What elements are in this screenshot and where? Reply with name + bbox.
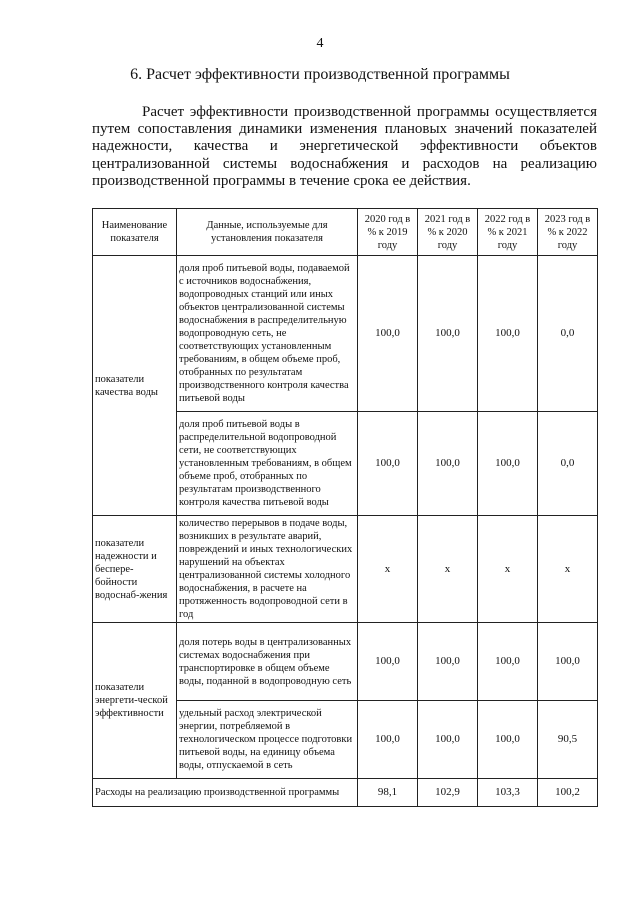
- header-2021: 2021 год в % к 2020 году: [418, 209, 478, 256]
- page-number: 4: [316, 36, 324, 51]
- header-2023: 2023 год в % к 2022 году: [538, 209, 598, 256]
- group-energy: показатели энергети-ческой эффективности: [93, 623, 177, 779]
- row-value: 100,0: [538, 623, 598, 701]
- expenses-label: Расходы на реализацию производственной программы: [93, 779, 358, 807]
- efficiency-table: [92, 208, 598, 807]
- row-data: доля проб питьевой воды в распределительной водопроводной сети, не соответствующих установленным требованиям, в общем объеме проб, отобранных по результатам производственного контроля качества питьевой воды: [177, 412, 358, 516]
- row-data: доля потерь воды в централизованных системах водоснабжения при транспортировке в общем объеме воды, поданной в водопроводную сеть: [177, 623, 358, 701]
- expenses-value: 98,1: [358, 779, 418, 807]
- row-data: доля проб питьевой воды, подаваемой с источников водоснабжения, водопроводных станций или иных объектов централизованной системы водоснабжения в распределительную водопроводную сеть, не соответствующих установленным требованиям, в общем объеме проб, отобранных по результатам производственного контроля качества питьевой воды: [177, 256, 358, 412]
- row-value: x: [538, 516, 598, 623]
- row-value: 100,0: [478, 412, 538, 516]
- header-2020: 2020 год в % к 2019 году: [358, 209, 418, 256]
- row-value: 0,0: [538, 256, 598, 412]
- row-data: количество перерывов в подаче воды, возникших в результате аварий, повреждений и иных технологических нарушений на объектах централизованной системы холодного водоснабжения, в расчете на протяженность водопроводной сети в год: [177, 516, 358, 623]
- row-value: 100,0: [358, 412, 418, 516]
- expenses-value: 100,2: [538, 779, 598, 807]
- table-row: [93, 516, 598, 623]
- expenses-value: 103,3: [478, 779, 538, 807]
- intro-paragraph: Расчет эффективности производственной программы осуществляется путем сопоставления динамики изменения плановых значений показателей надежности, качества и энергетической эффективности объектов централизованной системы водоснабжения и расходов на реализацию производственной программы в течение срока ее действия.: [92, 104, 597, 189]
- row-value: 100,0: [358, 701, 418, 779]
- row-value: 0,0: [538, 412, 598, 516]
- table-header-row: [93, 209, 598, 256]
- row-value: 100,0: [358, 256, 418, 412]
- expenses-value: 102,9: [418, 779, 478, 807]
- row-value: x: [358, 516, 418, 623]
- row-value: 100,0: [478, 256, 538, 412]
- row-value: 100,0: [418, 412, 478, 516]
- row-value: x: [478, 516, 538, 623]
- row-data: удельный расход электрической энергии, потребляемой в технологическом процессе подготовки питьевой воды, на единицу объема воды, отпускаемой в сеть: [177, 701, 358, 779]
- header-2022: 2022 год в % к 2021 году: [478, 209, 538, 256]
- row-value: 100,0: [478, 701, 538, 779]
- header-indicator: Наименование показателя: [93, 209, 177, 256]
- row-value: 100,0: [418, 623, 478, 701]
- section-heading: 6. Расчет эффективности производственной программы: [130, 66, 510, 83]
- row-value: 100,0: [418, 256, 478, 412]
- group-reliability: показатели надежности и беспере-бойности водоснаб-жения: [93, 516, 177, 623]
- table-row: [93, 623, 598, 701]
- header-data-used: Данные, используемые для установления показателя: [177, 209, 358, 256]
- row-value: 100,0: [418, 701, 478, 779]
- row-value: 90,5: [538, 701, 598, 779]
- row-value: 100,0: [358, 623, 418, 701]
- row-value: x: [418, 516, 478, 623]
- row-value: 100,0: [478, 623, 538, 701]
- group-quality: показатели качества воды: [93, 256, 177, 516]
- expenses-row: [93, 779, 598, 807]
- table-row: [93, 256, 598, 412]
